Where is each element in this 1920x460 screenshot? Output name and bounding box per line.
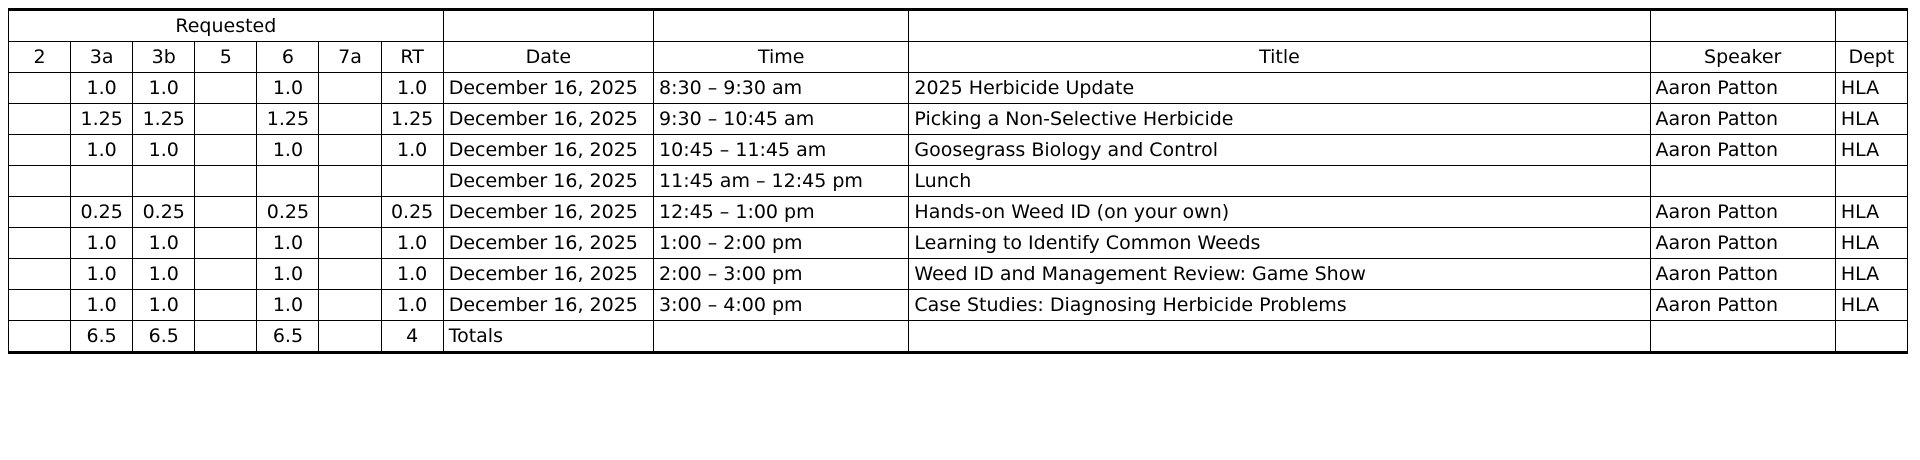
cell-c2 bbox=[9, 259, 71, 290]
column-header-date: Date bbox=[443, 42, 653, 73]
cell-c6: 0.25 bbox=[257, 197, 319, 228]
cell-title: 2025 Herbicide Update bbox=[909, 73, 1650, 104]
cell-c3a bbox=[71, 166, 133, 197]
cell-crt: 0.25 bbox=[381, 197, 443, 228]
table-row bbox=[9, 135, 1908, 166]
table-row bbox=[9, 104, 1908, 135]
cell-c2 bbox=[9, 166, 71, 197]
cell-title: Picking a Non-Selective Herbicide bbox=[909, 104, 1650, 135]
cell-c3a: 1.0 bbox=[71, 135, 133, 166]
cell-c2 bbox=[9, 104, 71, 135]
table-body bbox=[9, 73, 1908, 353]
cell-time: 10:45 – 11:45 am bbox=[654, 135, 909, 166]
cell-speaker: Aaron Patton bbox=[1650, 228, 1835, 259]
cell-c2 bbox=[9, 228, 71, 259]
cell-title bbox=[909, 321, 1650, 353]
table-row bbox=[9, 73, 1908, 104]
cell-c7a bbox=[319, 73, 381, 104]
cell-time: 3:00 – 4:00 pm bbox=[654, 290, 909, 321]
cell-c6: 1.25 bbox=[257, 104, 319, 135]
cell-title: Lunch bbox=[909, 166, 1650, 197]
cell-c7a bbox=[319, 135, 381, 166]
cell-c3b: 1.0 bbox=[133, 135, 195, 166]
cell-c6: 1.0 bbox=[257, 290, 319, 321]
cell-c2 bbox=[9, 197, 71, 228]
requested-group-header: Requested bbox=[9, 10, 444, 42]
cell-c7a bbox=[319, 104, 381, 135]
column-header-7a: 7a bbox=[319, 42, 381, 73]
table-row bbox=[9, 228, 1908, 259]
cell-title: Case Studies: Diagnosing Herbicide Problems bbox=[909, 290, 1650, 321]
cell-dept bbox=[1835, 321, 1907, 353]
cell-c3b: 6.5 bbox=[133, 321, 195, 353]
cell-c7a bbox=[319, 259, 381, 290]
cell-crt: 1.0 bbox=[381, 228, 443, 259]
cell-c3a: 1.0 bbox=[71, 290, 133, 321]
cell-time bbox=[654, 321, 909, 353]
group-header-title-blank bbox=[909, 10, 1650, 42]
cell-c3b: 1.0 bbox=[133, 73, 195, 104]
cell-c6: 1.0 bbox=[257, 73, 319, 104]
cell-speaker: Aaron Patton bbox=[1650, 290, 1835, 321]
column-header-3a: 3a bbox=[71, 42, 133, 73]
cell-c5 bbox=[195, 73, 257, 104]
cell-c3b: 1.25 bbox=[133, 104, 195, 135]
cell-speaker bbox=[1650, 321, 1835, 353]
cell-date: December 16, 2025 bbox=[443, 166, 653, 197]
cell-c7a bbox=[319, 197, 381, 228]
cell-c5 bbox=[195, 290, 257, 321]
cell-c5 bbox=[195, 135, 257, 166]
cell-c3a: 1.0 bbox=[71, 259, 133, 290]
cell-crt: 1.0 bbox=[381, 259, 443, 290]
cell-dept: HLA bbox=[1835, 228, 1907, 259]
cell-c3b bbox=[133, 166, 195, 197]
cell-c3b: 1.0 bbox=[133, 259, 195, 290]
cell-time: 2:00 – 3:00 pm bbox=[654, 259, 909, 290]
cell-c2 bbox=[9, 290, 71, 321]
cell-c7a bbox=[319, 290, 381, 321]
cell-date: December 16, 2025 bbox=[443, 228, 653, 259]
cell-title: Learning to Identify Common Weeds bbox=[909, 228, 1650, 259]
cell-dept: HLA bbox=[1835, 290, 1907, 321]
cell-title: Goosegrass Biology and Control bbox=[909, 135, 1650, 166]
cell-date: December 16, 2025 bbox=[443, 135, 653, 166]
cell-crt: 1.0 bbox=[381, 73, 443, 104]
schedule-table bbox=[8, 8, 1908, 354]
cell-speaker: Aaron Patton bbox=[1650, 135, 1835, 166]
cell-dept: HLA bbox=[1835, 259, 1907, 290]
column-header-6: 6 bbox=[257, 42, 319, 73]
cell-c3b: 1.0 bbox=[133, 228, 195, 259]
group-header-time-blank bbox=[654, 10, 909, 42]
cell-dept bbox=[1835, 166, 1907, 197]
cell-c5 bbox=[195, 259, 257, 290]
table-row bbox=[9, 197, 1908, 228]
cell-date: December 16, 2025 bbox=[443, 104, 653, 135]
column-header-title: Title bbox=[909, 42, 1650, 73]
cell-date: Totals bbox=[443, 321, 653, 353]
cell-time: 11:45 am – 12:45 pm bbox=[654, 166, 909, 197]
cell-date: December 16, 2025 bbox=[443, 259, 653, 290]
cell-time: 8:30 – 9:30 am bbox=[654, 73, 909, 104]
cell-c2 bbox=[9, 135, 71, 166]
cell-c2 bbox=[9, 73, 71, 104]
cell-crt: 1.25 bbox=[381, 104, 443, 135]
cell-c6: 1.0 bbox=[257, 228, 319, 259]
cell-dept: HLA bbox=[1835, 135, 1907, 166]
cell-crt bbox=[381, 166, 443, 197]
column-header-5: 5 bbox=[195, 42, 257, 73]
cell-crt: 4 bbox=[381, 321, 443, 353]
cell-speaker: Aaron Patton bbox=[1650, 197, 1835, 228]
cell-time: 1:00 – 2:00 pm bbox=[654, 228, 909, 259]
cell-c3a: 0.25 bbox=[71, 197, 133, 228]
cell-c3a: 1.0 bbox=[71, 228, 133, 259]
cell-c7a bbox=[319, 228, 381, 259]
cell-c7a bbox=[319, 321, 381, 353]
table-row bbox=[9, 321, 1908, 353]
table-row bbox=[9, 259, 1908, 290]
cell-title: Hands-on Weed ID (on your own) bbox=[909, 197, 1650, 228]
cell-time: 12:45 – 1:00 pm bbox=[654, 197, 909, 228]
cell-c3b: 0.25 bbox=[133, 197, 195, 228]
cell-title: Weed ID and Management Review: Game Show bbox=[909, 259, 1650, 290]
column-header-dept: Dept bbox=[1835, 42, 1907, 73]
table-row bbox=[9, 290, 1908, 321]
column-header-row bbox=[9, 42, 1908, 73]
cell-speaker: Aaron Patton bbox=[1650, 259, 1835, 290]
table-row bbox=[9, 166, 1908, 197]
cell-c3a: 1.25 bbox=[71, 104, 133, 135]
cell-c5 bbox=[195, 104, 257, 135]
cell-date: December 16, 2025 bbox=[443, 290, 653, 321]
cell-c5 bbox=[195, 228, 257, 259]
cell-date: December 16, 2025 bbox=[443, 73, 653, 104]
column-header-2: 2 bbox=[9, 42, 71, 73]
column-header-speaker: Speaker bbox=[1650, 42, 1835, 73]
cell-c5 bbox=[195, 166, 257, 197]
cell-c2 bbox=[9, 321, 71, 353]
cell-dept: HLA bbox=[1835, 104, 1907, 135]
column-header-rt: RT bbox=[381, 42, 443, 73]
cell-c6 bbox=[257, 166, 319, 197]
cell-time: 9:30 – 10:45 am bbox=[654, 104, 909, 135]
column-header-3b: 3b bbox=[133, 42, 195, 73]
cell-c7a bbox=[319, 166, 381, 197]
cell-dept: HLA bbox=[1835, 73, 1907, 104]
cell-date: December 16, 2025 bbox=[443, 197, 653, 228]
cell-c6: 6.5 bbox=[257, 321, 319, 353]
group-header-dept-blank bbox=[1835, 10, 1907, 42]
cell-speaker: Aaron Patton bbox=[1650, 73, 1835, 104]
cell-c5 bbox=[195, 321, 257, 353]
cell-c3b: 1.0 bbox=[133, 290, 195, 321]
cell-dept: HLA bbox=[1835, 197, 1907, 228]
group-header-row bbox=[9, 10, 1908, 42]
cell-speaker bbox=[1650, 166, 1835, 197]
group-header-speaker-blank bbox=[1650, 10, 1835, 42]
table-head bbox=[9, 10, 1908, 73]
cell-c3a: 6.5 bbox=[71, 321, 133, 353]
cell-crt: 1.0 bbox=[381, 135, 443, 166]
cell-c6: 1.0 bbox=[257, 259, 319, 290]
cell-c6: 1.0 bbox=[257, 135, 319, 166]
cell-crt: 1.0 bbox=[381, 290, 443, 321]
column-header-time: Time bbox=[654, 42, 909, 73]
cell-c5 bbox=[195, 197, 257, 228]
group-header-date-blank bbox=[443, 10, 653, 42]
cell-speaker: Aaron Patton bbox=[1650, 104, 1835, 135]
cell-c3a: 1.0 bbox=[71, 73, 133, 104]
